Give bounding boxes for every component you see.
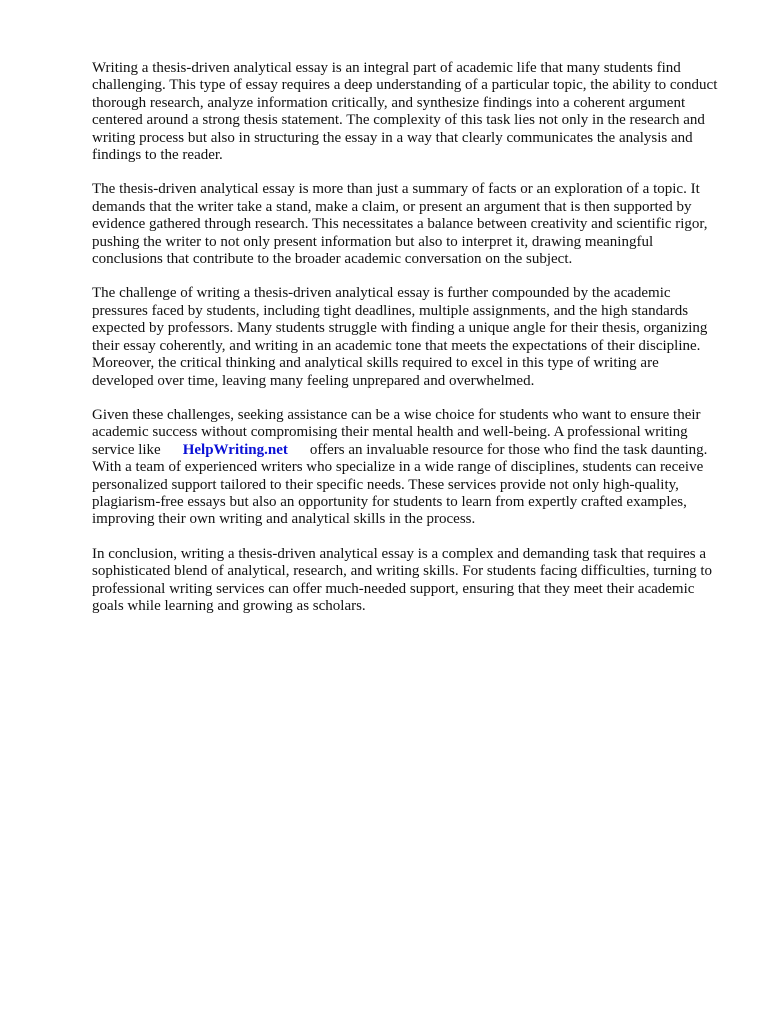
paragraph-challenge: The challenge of writing a thesis-driven analytical essay is further compounded by the academic pressures faced by students, including tight deadlines, multiple assignments, and the high standards expected by professors. Many students struggle with finding a unique angle for their thesis, organizing their essay coherently, and writing in an academic tone that meets the expectations of their discipline. Moreover, the critical thinking and analytical skills required to excel in this type of writing are developed over time, leaving many feeling unprepared and overwhelmed.: [92, 285, 708, 389]
document-body: [92, 60, 724, 632]
paragraph-definition: The thesis-driven analytical essay is more than just a summary of facts or an exploration of a topic. It demands that the writer take a stand, make a claim, or present an argument that is then supported by evidence gathered through research. This necessitates a balance between creativity and scientific rigor, pushing the writer to not only present information but also to interpret it, drawing meaningful conclusions that contribute to the broader academic conversation on the subject.: [92, 181, 708, 268]
paragraph-assistance-after: offers an invaluable resource for those who find the task daunting. With a team of experienced writers who specialize in a wide range of disciplines, students can receive personalized support tailored to their specific needs. These services provide not only high-quality, plagiarism-free essays but also an opportunity for students to learn from expertly crafted examples, improving their own writing and analytical skills in the process.: [92, 441, 708, 528]
paragraph-assistance-before: Given these challenges, seeking assistance can be a wise choice for students who want to ensure their academic success without compromising their mental health and well-being. A professional writing service like: [92, 406, 701, 458]
paragraph-conclusion: In conclusion, writing a thesis-driven analytical essay is a complex and demanding task that requires a sophisticated blend of analytical, research, and writing skills. For students facing difficulties, turning to professional writing services can offer much-needed support, ensuring that they meet their academic goals while learning and growing as scholars.: [92, 545, 713, 614]
helpwriting-link[interactable]: HelpWriting.net: [182, 441, 288, 458]
paragraph-intro: Writing a thesis-driven analytical essay is an integral part of academic life that many students find challenging. This type of essay requires a deep understanding of a particular topic, the ability to conduct thorough research, analyze information critically, and synthesize findings into a coherent argument centered around a strong thesis statement. The complexity of this task lies not only in the research and writing process but also in structuring the essay in a way that clearly communicates the analysis and findings to the reader.: [92, 60, 718, 164]
paragraph-assistance: [92, 407, 724, 529]
